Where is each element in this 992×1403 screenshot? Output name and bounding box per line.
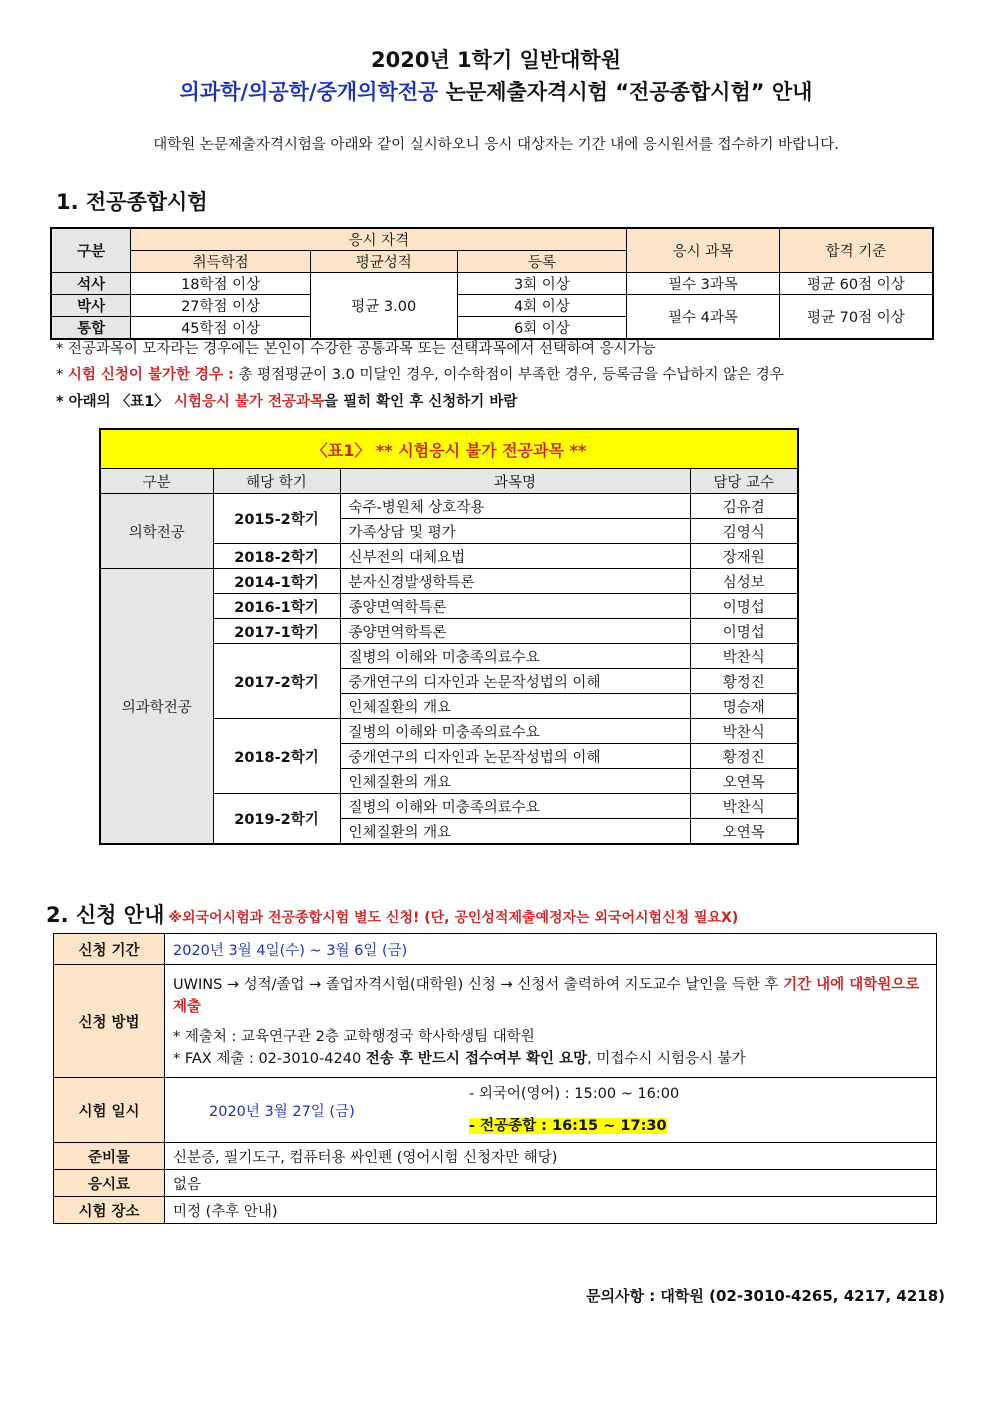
note-3: * 아래의 〈표1〉 시험응시 불가 전공과목을 필히 확인 후 신청하기 바람 [56, 394, 518, 410]
qualification-table [50, 227, 934, 340]
title-line1: 2020년 1학기 일반대학원 [371, 48, 621, 72]
course-cell: 질병의 이해와 미충족의료수요 [340, 644, 690, 669]
table-row [54, 1143, 937, 1170]
course-cell: 종양면역학특론 [340, 594, 690, 619]
period-label: 신청 기간 [54, 934, 165, 965]
semester-cell: 2018-2학기 [213, 544, 340, 569]
table-row [54, 1170, 937, 1197]
title-line2 [0, 76, 992, 106]
period-value: 2020년 3월 4일(수) ~ 3월 6일 (금) [165, 934, 937, 965]
credits-cell: 18학점 이상 [131, 273, 311, 295]
semester-cell: 2018-2학기 [213, 719, 340, 794]
header-course: 과목명 [340, 469, 690, 494]
header-gpa: 평균성적 [310, 251, 457, 273]
course-cell: 질병의 이해와 미충족의료수요 [340, 719, 690, 744]
row-label: 박사 [51, 295, 131, 317]
section1-heading: 1. 전공종합시험 [56, 190, 208, 214]
course-cell: 종양면역학특론 [340, 619, 690, 644]
method-deadline: 기간 내에 대학원으로 제출 [173, 977, 920, 1015]
header-subjects: 응시 과목 [627, 228, 780, 273]
header-pass: 합격 기준 [779, 228, 933, 273]
exam-major: - 전공종합 : 16:15 ~ 17:30 [469, 1118, 667, 1134]
credits-cell: 45학점 이상 [131, 317, 311, 340]
method-line1: UWINS → 성적/졸업 → 졸업자격시험(대학원) 신청 → 신청서 출력하여 지도교수 날인을 득한 후 기간 내에 대학원으로 제출 [173, 977, 920, 1015]
prep-value: 신분증, 필기도구, 컴퓨터용 싸인펜 (영어시험 신청자만 해당) [165, 1143, 937, 1170]
restricted-courses-table [99, 428, 799, 845]
table-row [54, 1197, 937, 1224]
header-credits: 취득학점 [131, 251, 311, 273]
exam-value [165, 1078, 937, 1143]
table-row [51, 273, 933, 295]
application-info-table [53, 933, 937, 1224]
pass-cell: 평균 70점 이상 [779, 295, 933, 340]
registration-cell: 4회 이상 [457, 295, 627, 317]
title-line2-rest: 논문제출자격시험 “전공종합시험” 안내 [438, 80, 813, 104]
course-cell: 신부전의 대체요법 [340, 544, 690, 569]
exam-date: 2020년 3월 27일 (금) [209, 1103, 355, 1120]
professor-cell: 김영식 [690, 519, 798, 544]
note-2-rest: 총 평점평균이 3.0 미달인 경우, 이수학점이 부족한 경우, 등록금을 수납하지 않은 경우 [233, 367, 784, 383]
row-label: 석사 [51, 273, 131, 295]
header-gubun: 구분 [100, 469, 213, 494]
subjects-cell: 필수 3과목 [627, 273, 780, 295]
group-medicine: 의학전공 [100, 494, 213, 569]
semester-cell: 2017-1학기 [213, 619, 340, 644]
gpa-cell: 평균 3.00 [310, 273, 457, 340]
note-3-rest: 을 필히 확인 후 신청하기 바람 [324, 394, 518, 410]
professor-cell: 황정진 [690, 744, 798, 769]
section2-note: ※외국어시험과 전공종합시험 별도 신청! (단, 공인성적제출예정자는 외국어시험신청 필요X) [168, 910, 739, 926]
course-cell: 분자신경발생학특론 [340, 569, 690, 594]
method-line3: * FAX 제출 : 02-3010-4240 전송 후 반드시 접수여부 확인 요망, 미접수시 시험응시 불가 [173, 1051, 746, 1067]
method-label: 신청 방법 [54, 965, 165, 1078]
course-cell: 질병의 이해와 미충족의료수요 [340, 794, 690, 819]
course-cell: 숙주-병원체 상호작용 [340, 494, 690, 519]
semester-cell: 2014-1학기 [213, 569, 340, 594]
table2-title: 〈표1〉 ** 시험응시 불가 전공과목 ** [100, 429, 798, 469]
header-semester: 해당 학기 [213, 469, 340, 494]
registration-cell: 3회 이상 [457, 273, 627, 295]
section2-heading: 2. 신청 안내 ※외국어시험과 전공종합시험 별도 신청! (단, 공인성적제출예정자는 외국어시험신청 필요X) [46, 903, 739, 927]
professor-cell: 오연목 [690, 769, 798, 794]
fee-value: 없음 [165, 1170, 937, 1197]
professor-cell: 박찬식 [690, 644, 798, 669]
professor-cell: 김유겸 [690, 494, 798, 519]
professor-cell: 박찬식 [690, 794, 798, 819]
professor-cell: 이명섭 [690, 594, 798, 619]
table-row [54, 965, 937, 1078]
subjects-cell: 필수 4과목 [627, 295, 780, 340]
row-label: 통합 [51, 317, 131, 340]
semester-cell: 2017-2학기 [213, 644, 340, 719]
semester-cell: 2016-1학기 [213, 594, 340, 619]
note-1: * 전공과목이 모자라는 경우에는 본인이 수강한 공통과목 또는 선택과목에서 선택하여 응시가능 [56, 341, 656, 357]
contact-info: 문의사항 : 대학원 (02-3010-4265, 4217, 4218) [586, 1287, 945, 1305]
exam-label: 시험 일시 [54, 1078, 165, 1143]
course-cell: 중개연구의 디자인과 논문작성법의 이해 [340, 744, 690, 769]
course-cell: 중개연구의 디자인과 논문작성법의 이해 [340, 669, 690, 694]
place-label: 시험 장소 [54, 1197, 165, 1224]
method-fax-emphasis: 전송 후 반드시 접수여부 확인 요망 [365, 1051, 588, 1067]
intro-text: 대학원 논문제출자격시험을 아래와 같이 실시하오니 응시 대상자는 기간 내에 응시원서를 접수하기 바랍니다. [153, 137, 839, 153]
table-row [100, 494, 798, 519]
note-2-emphasis: 시험 신청이 불가한 경우 : [67, 367, 234, 383]
professor-cell: 이명섭 [690, 619, 798, 644]
method-line2: * 제출처 : 교육연구관 2층 교학행정국 학사학생팀 대학원 [173, 1029, 535, 1045]
course-cell: 인체질환의 개요 [340, 694, 690, 719]
header-gubun: 구분 [51, 228, 131, 273]
professor-cell: 박찬식 [690, 719, 798, 744]
credits-cell: 27학점 이상 [131, 295, 311, 317]
professor-cell: 황정진 [690, 669, 798, 694]
registration-cell: 6회 이상 [457, 317, 627, 340]
course-cell: 인체질환의 개요 [340, 769, 690, 794]
note-2: * 시험 신청이 불가한 경우 : 총 평점평균이 3.0 미달인 경우, 이수학점이 부족한 경우, 등록금을 수납하지 않은 경우 [56, 367, 784, 383]
header-qualification: 응시 자격 [131, 228, 627, 251]
semester-cell: 2015-2학기 [213, 494, 340, 544]
title-line2-majors: 의과학/의공학/중개의학전공 [179, 80, 439, 104]
prep-label: 준비물 [54, 1143, 165, 1170]
pass-cell: 평균 60점 이상 [779, 273, 933, 295]
header-registration: 등록 [457, 251, 627, 273]
header-professor: 담당 교수 [690, 469, 798, 494]
professor-cell: 심성보 [690, 569, 798, 594]
place-value: 미정 (추후 안내) [165, 1197, 937, 1224]
professor-cell: 오연목 [690, 819, 798, 845]
table-row [100, 569, 798, 594]
course-cell: 가족상담 및 평가 [340, 519, 690, 544]
method-value [165, 965, 937, 1078]
group-medical-science: 의과학전공 [100, 569, 213, 845]
table-row [51, 295, 933, 317]
professor-cell: 명승재 [690, 694, 798, 719]
note-3-emphasis: 시험응시 불가 전공과목 [173, 394, 325, 410]
fee-label: 응시료 [54, 1170, 165, 1197]
professor-cell: 장재원 [690, 544, 798, 569]
semester-cell: 2019-2학기 [213, 794, 340, 845]
table-row [54, 1078, 937, 1143]
course-cell: 인체질환의 개요 [340, 819, 690, 845]
exam-foreign: - 외국어(영어) : 15:00 ~ 16:00 [469, 1086, 680, 1102]
table-row [54, 934, 937, 965]
